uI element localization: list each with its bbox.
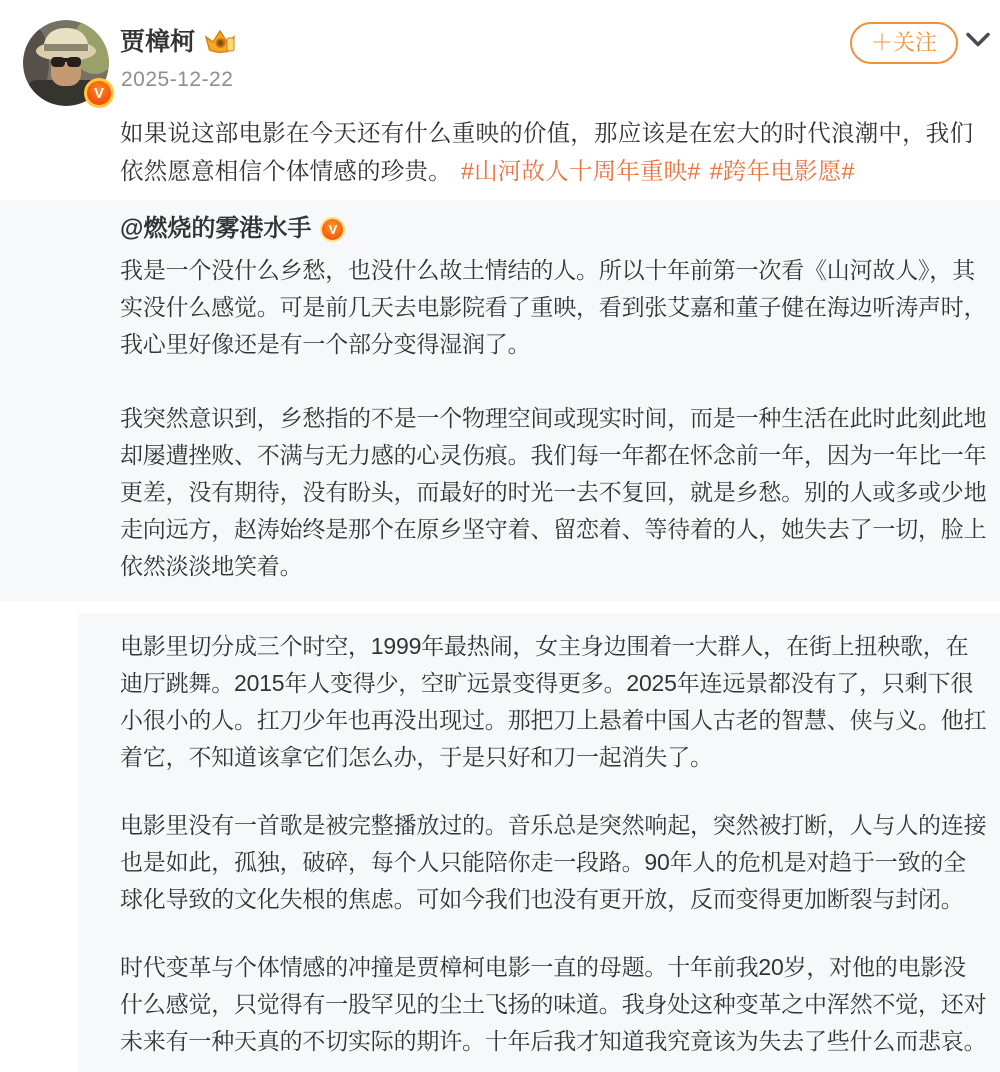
hashtag-link[interactable]: #跨年电影愿# bbox=[709, 158, 855, 184]
vip-crown-icon bbox=[204, 28, 237, 56]
quoted-paragraph: 我突然意识到，乡愁指的不是一个物理空间或现实时间，而是一种生活在此时此刻此地却屡遭挫败、不满与无力感的心灵伤痕。我们每一年都在怀念前一年，因为一年比一年更差，没有期待，没有盼头，而最好的时光一去不复回，就是乡愁。别的人或多或少地走向远方，赵涛始终是那个在原乡坚守着、留恋着、等待着的人，她失去了一切，脸上依然淡淡地笑着。 bbox=[120, 405, 987, 579]
post-date: 2025-12-22 bbox=[121, 68, 234, 91]
user-avatar[interactable] bbox=[23, 20, 109, 106]
post-text bbox=[120, 114, 988, 190]
quoted-fulltext bbox=[78, 614, 1000, 1072]
quoted-author[interactable]: @燃烧的雾港水手 bbox=[120, 215, 312, 242]
fulltext-paragraph: 时代变革与个体情感的冲撞是贾樟柯电影一直的母题。十年前我20岁，对他的电影没什么感觉，只觉得有一股罕见的尘土飞扬的味道。我身处这种变革之中浑然不觉，还对未来有一种天真的不切实际的期许。十年后我才知道我究竟该为失去了些什么而悲哀。 bbox=[120, 954, 987, 1054]
quoted-paragraph: 我是一个没什么乡愁，也没什么故土情结的人。所以十年前第一次看《山河故人》，其实没什么感觉。可是前几天去电影院看了重映，看到张艾嘉和董子健在海边听涛声时，我心里好像还是有一个部分变得湿润了。 bbox=[120, 257, 987, 357]
fulltext-paragraph: 电影里没有一首歌是被完整播放过的。音乐总是突然响起，突然被打断，人与人的连接也是如此，孤独，破碎，每个人只能陪你走一段路。90年人的危机是对趋于一致的全球化导致的文化失根的焦虑。可如今我们也没有更开放，反而变得更加断裂与封闭。 bbox=[120, 812, 987, 912]
quoted-post[interactable] bbox=[0, 200, 1000, 601]
post-header bbox=[0, 0, 1000, 106]
follow-button[interactable]: ＋关注 bbox=[850, 22, 958, 64]
post-text-content: 如果说这部电影在今天还有什么重映的价值，那应该是在宏大的时代浪潮中，我们依然愿意相信个体情感的珍贵。 bbox=[120, 120, 974, 184]
username[interactable]: 贾樟柯 bbox=[120, 28, 196, 56]
verified-badge-icon: V bbox=[320, 217, 345, 242]
verified-badge-icon: V bbox=[84, 78, 114, 108]
hashtag-link[interactable]: #山河故人十周年重映# bbox=[460, 158, 701, 184]
chevron-down-icon[interactable] bbox=[964, 30, 992, 52]
fulltext-paragraph: 电影里切分成三个时空，1999年最热闹，女主身边围着一大群人，在街上扭秧歌，在迪厅跳舞。2015年人变得少，空旷远景变得更多。2025年连远景都没有了，只剩下很小很小的人。扛刀少年也再没出现过。那把刀上悬着中国人古老的智慧、侠与义。他扛着它，不知道该拿它们怎么办，于是只好和刀一起消失了。 bbox=[120, 633, 987, 770]
